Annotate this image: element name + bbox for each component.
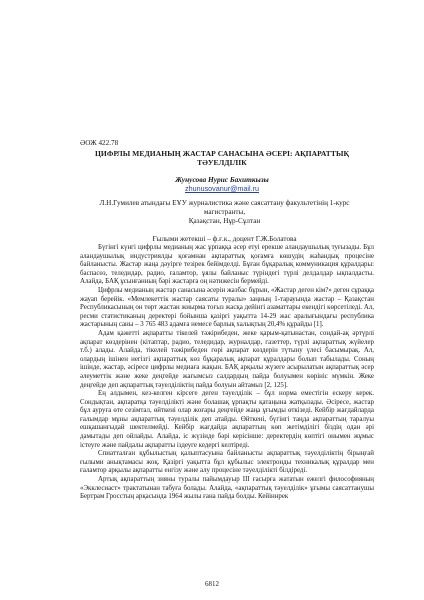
scientific-advisor: Ғылыми жетекші – ф.ғ.к., доцент Г.Ж.Болатова (152, 235, 297, 243)
author-name: Жунусова Нурис Бахиткызы (175, 175, 269, 184)
body-paragraph: Бүгінгі күнгі цифрлы медианың жас ұрпаққа әсер етуі ерекше аландаушылық туғызады. Бұл аландаушылық индустриялды қоғамнан ақпараттық қоғамға көшудің жаһандық процесіне байланысты. Жастар жаңа дәуірге тезірек бейімделді. Бұған бұқаралық коммуникация құралдары: баспасөз, теледидар, радио, ғаламтор, ұялы байланыс түріндегі түрлі делдалдар ықпалдасты. Алайда, БАҚ ұсынғанның бәрі жастарға оң нәтижесін бермейді. (80, 244, 374, 286)
udc-code: ӘОЖ 422.78 (80, 139, 119, 147)
article-title (80, 149, 364, 167)
page-number: 6812 (205, 580, 219, 588)
affiliation-line: магистранты, (203, 208, 246, 216)
body-paragraph: Артық ақпараттың зияны туралы пайымдауыр III ғасырға жататын ежелгі философияның «Экклесиаст» трактатынан табуға болады. Алайда, «ақпараттық тәуелділік» ұғымы саясаттанушы Бертрам Гросстың арқасында 1964 жылы ғана пайда болды. Кейіннрек (80, 476, 374, 501)
article-body (80, 244, 374, 502)
body-paragraph: Адам қажетті ақпаратты тікелей тәжірибеден, жеке қарым-қатынастан, сондай-ақ әртүрлі ақпарат көздерінен (кітаптар, радио, теледидар, журналдар, газеттер, түрлі ақпараттық жүйелер т.б.) алады. Алайда, тікелей тәжірибеден гөрі ақпарат көздерін түтыну үлесі басымырақ. Ал, олардың ішінен негізгі ақпараттық көз бұқаралық ақпарат құралдары болып табылады. Соның ішінде, жастар, әсіресе цифрлы медиаға жақын. БАҚ арқылы жүзеге асырылатын ақпараттық әсер әлеуметтік және жеке деңгейде жағымсыз салдардың пайда болуымен көрініс мүмкін. Жеке деңгейде деп ақпараттық тәуелділіктің пайда болуын айтамыз [2, 125]. (80, 329, 374, 389)
body-paragraph: Цифрлы медианың жастар санасына әсерін жазбас бұрын, «Жастар деген кім?» деген сұраққа жауап берейік. «Мемлекеттік жастар саясаты туралы» заңның 1-тарауында жастар – Қазақстан Республикасының он төрт жастан жиырма тоғыз жасқа дейінгі азаматтары екендігі көрсетіледі. Ал, ресми статистиканың деректері бойынша қазіргі уақытта 14-29 жас аралығындағы республика жастарының саны – 3 765 483 адамға немесе барлық халықтың 20,4% құрайды [1]. (80, 286, 374, 329)
title-line: ЦИФРЛЫ МЕДИАНЫҢ ЖАСТАР САНАСЫНА ӘСЕРІ: АҚПАРАТТЫҚ (94, 149, 350, 158)
title-line: ТӘУЕЛДІЛІК (197, 158, 247, 167)
author-affiliation (80, 199, 369, 226)
body-paragraph: Ең алдымен, кез-келген кірсеге деген тәуелділік – бұл норма еместігін ескеру керек. Сондықтан, ақпаратқа тәуелділікті және болашақ ұрпақты қатаңына жатқызады. Әсіресе, жастар бұл ауруға өте сезімтал, өйткені олар жоғары деңгейде жаңа ұғымды өткізеді. Кейбір жағдайларда ғалымдар мұны ақпараттық тәуелділік деп атайды. Өйткені, бүгінгі таңда ақпараттың таралуы ешқашанғыдай шектелмейді. Кейбір жағдайда ақпараттың көп жетімділігі біздің одан әрі дамытады деп ойлайды. Алайда, іс жүзінде бәрі керісінше: деректердің көптігі онымен жұмыс істеуге және пайдалы ақпаратты іздеуге кедергі келтіреді. (80, 390, 374, 449)
affiliation-line: Л.Н.Гумилев атындағы ЕҰУ журналистика және саясаттану факультетінің 1-курс (99, 199, 350, 207)
author-email-link[interactable]: zhunusovanur@mail.ru (184, 184, 260, 193)
affiliation-line: Қазақстан, Нұр-Сұлтан (188, 217, 261, 225)
body-paragraph: Спиатталған құбылыстың қалыптасуына байланысты ақпараттық тәуелділіктің бірыңғай ғылыми анықтамасы жоқ. Қазіргі уақытта бұл құбылыс электронды техникалық құралдар мен ғаламтор арқылы ақпаратты енгізу және алу процесіне тәуелділікті білдіреді. (80, 450, 374, 475)
